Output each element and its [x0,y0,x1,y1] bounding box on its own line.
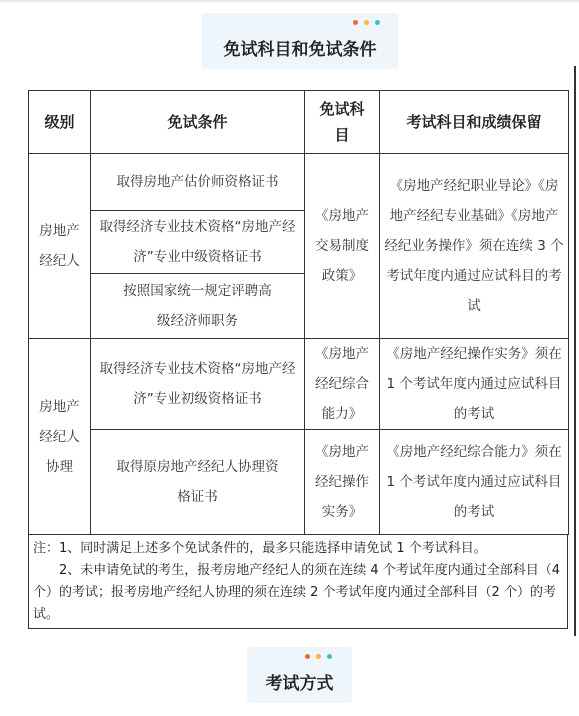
table-header-row [29,91,569,154]
header-level: 级别 [29,91,91,154]
exam-subjects-cell: 《房地产经纪综合能力》须在 1 个考试年度内通过应试科目的考试 [380,430,569,535]
table-row [29,154,569,211]
level-cell: 房地产经纪人协理 [29,339,91,535]
table-row [29,430,569,535]
level-cell: 房地产经纪人 [29,154,91,339]
decorative-dots-icon [305,654,332,659]
exam-subjects-cell: 《房地产经纪操作实务》须在 1 个考试年度内通过应试科目的考试 [380,339,569,430]
condition-cell: 按照国家统一规定评聘高级经济师职务 [91,274,305,339]
exempt-subject-cell: 《房地产经纪操作实务》 [305,430,380,535]
decorative-dots-icon [353,20,380,25]
exempt-subject-cell: 《房地产交易制度政策》 [305,154,380,339]
condition-cell: 取得房地产估价师资格证书 [91,154,305,211]
exemption-table [28,90,568,629]
header-exempt-subject: 免试科目 [305,91,380,154]
table-note [28,535,568,629]
section-heading-exemption [202,13,398,69]
top-divider [0,0,579,2]
exempt-subject-cell: 《房地产经纪综合能力》 [305,339,380,430]
note-line-1: 注：1、同时满足上述多个免试条件的，最多只能选择申请免试 1 个考试科目。 [33,541,487,556]
section-title: 免试科目和免试条件 [223,39,377,60]
condition-cell: 取得原房地产经纪人协理资格证书 [91,430,305,535]
exam-subjects-cell: 《房地产经纪职业导论》《房地产经纪专业基础》《房地产经纪业务操作》须在连续 3 个考试年度内通过应试科目的考试 [380,154,569,339]
condition-cell: 取得经济专业技术资格“房地产经济”专业初级资格证书 [91,339,305,430]
right-border-line [574,66,576,636]
header-condition: 免试条件 [91,91,305,154]
note-line-2: 2、未申请免试的考生，报考房地产经纪人的须在连续 4 个考试年度内通过全部科目（4 个）的考试；报考房地产经纪人协理的须在连续 2 个考试年度内通过全部科目（2 个）的考试。 [33,563,561,622]
condition-cell: 取得经济专业技术资格“房地产经济”专业中级资格证书 [91,211,305,274]
table-row [29,339,569,430]
section-title: 考试方式 [265,673,334,694]
section-heading-exam-method [247,647,352,703]
header-exam-subjects: 考试科目和成绩保留 [380,91,569,154]
